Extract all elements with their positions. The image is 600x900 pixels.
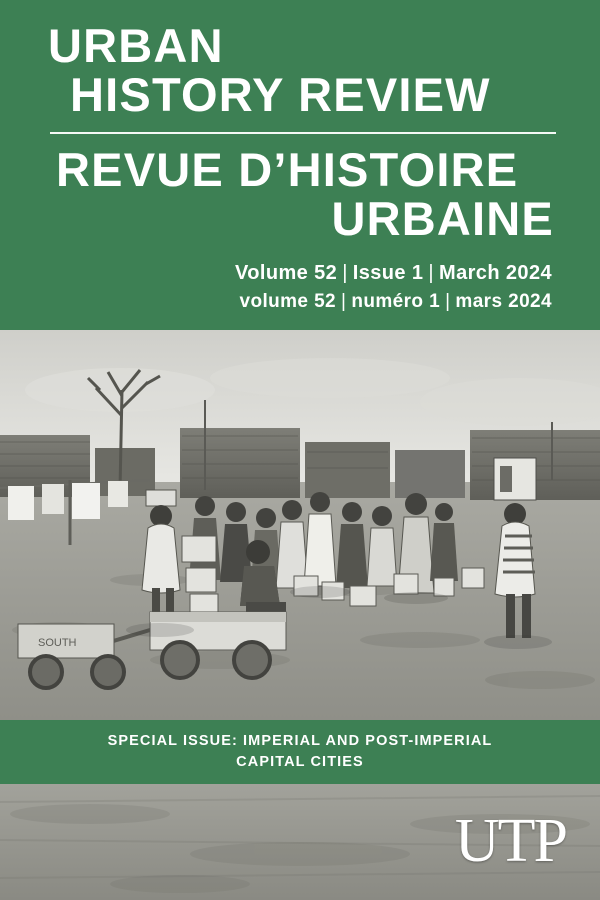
publisher-logo: UTP bbox=[454, 807, 566, 875]
volume-fr: volume 52 bbox=[239, 290, 337, 312]
title-fr-line1: REVUE D’HISTOIRE bbox=[56, 142, 519, 196]
date-fr: mars 2024 bbox=[455, 290, 552, 312]
title-en-line2: HISTORY REVIEW bbox=[70, 67, 491, 121]
volume-line-en bbox=[48, 262, 558, 285]
volume-en-separator-2: | bbox=[428, 261, 435, 284]
volume-en: Volume 52 bbox=[235, 261, 338, 284]
volume-line-fr bbox=[48, 291, 558, 313]
banner-line-2: CAPITAL CITIES bbox=[236, 754, 364, 770]
volume-en-separator-1: | bbox=[342, 261, 348, 284]
svg-text:SOUTH: SOUTH bbox=[38, 637, 77, 649]
title-fr-line2: URBAINE bbox=[331, 191, 554, 245]
banner-line-1: SPECIAL ISSUE: IMPERIAL AND POST-IMPERIAL bbox=[107, 732, 493, 749]
title-divider bbox=[50, 132, 556, 134]
volume-fr-separator-2: | bbox=[445, 290, 451, 312]
special-issue-banner bbox=[0, 720, 600, 784]
date-en: March 2024 bbox=[439, 261, 552, 284]
cover-photograph bbox=[0, 330, 600, 720]
issue-fr: numéro 1 bbox=[351, 290, 441, 312]
title-en-line1: URBAN bbox=[48, 19, 224, 72]
title-block bbox=[0, 0, 600, 330]
volume-fr-separator-1: | bbox=[341, 290, 347, 312]
issue-en: Issue 1 bbox=[352, 261, 424, 284]
